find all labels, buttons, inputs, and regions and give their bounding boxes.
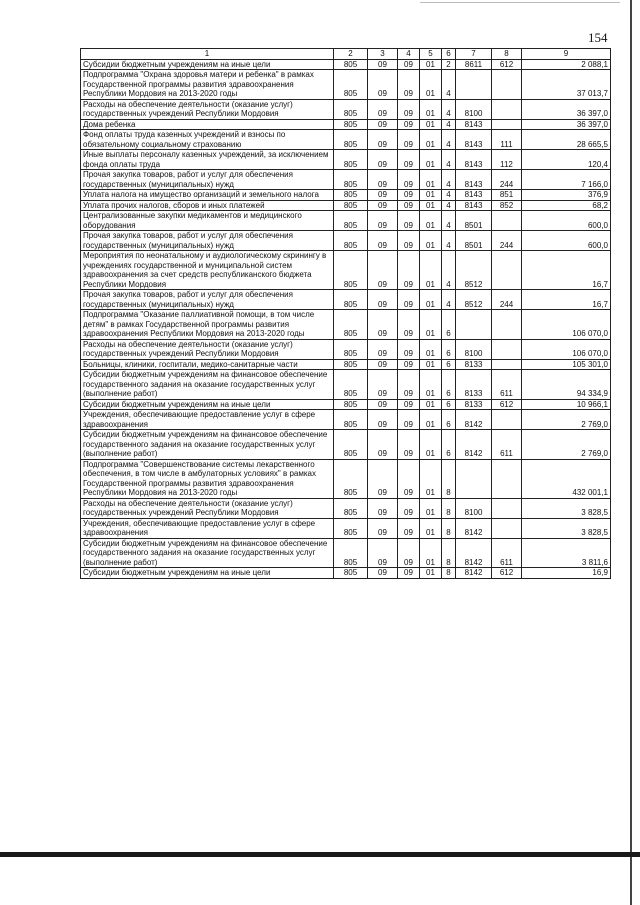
- table-row: [81, 70, 611, 100]
- row-code-4: 09: [398, 70, 420, 100]
- table-row: [81, 310, 611, 340]
- table-row: [81, 410, 611, 430]
- row-code-2: 805: [334, 99, 368, 119]
- row-code-8: [492, 498, 522, 518]
- row-code-4: 09: [398, 290, 420, 310]
- row-code-3: 09: [368, 290, 398, 310]
- row-code-6: 6: [442, 310, 456, 340]
- row-code-5: 01: [420, 99, 442, 119]
- col-header-2: 2: [334, 49, 368, 60]
- row-amount: 2 769,0: [522, 430, 611, 460]
- row-amount: 7 166,0: [522, 170, 611, 190]
- row-code-6: 4: [442, 130, 456, 150]
- table-row: [81, 568, 611, 579]
- header-row: [81, 49, 611, 60]
- row-code-3: 09: [368, 251, 398, 290]
- table-row: [81, 399, 611, 410]
- row-code-3: 09: [368, 190, 398, 201]
- budget-table: [80, 48, 611, 579]
- row-amount: 28 665,5: [522, 130, 611, 150]
- col-header-7: 7: [456, 49, 492, 60]
- row-code-5: 01: [420, 59, 442, 70]
- row-amount: 2 769,0: [522, 410, 611, 430]
- row-code-5: 01: [420, 498, 442, 518]
- row-code-5: 01: [420, 310, 442, 340]
- row-code-3: 09: [368, 459, 398, 498]
- row-code-2: 805: [334, 59, 368, 70]
- row-code-8: 851: [492, 190, 522, 201]
- row-code-5: 01: [420, 211, 442, 231]
- table-row: [81, 150, 611, 170]
- row-description: Расходы на обеспечение деятельности (оказание услуг) государственных учреждений Республики Мордовия: [81, 99, 334, 119]
- table-row: [81, 119, 611, 130]
- table-row: [81, 339, 611, 359]
- table-row: [81, 231, 611, 251]
- table-row: [81, 290, 611, 310]
- row-code-2: 805: [334, 130, 368, 150]
- row-description: Учреждения, обеспечивающие предоставление услуг в сфере здравоохранения: [81, 410, 334, 430]
- row-code-8: [492, 70, 522, 100]
- row-description: Больницы, клиники, госпитали, медико-санитарные части: [81, 359, 334, 370]
- row-code-8: [492, 251, 522, 290]
- row-code-5: 01: [420, 170, 442, 190]
- row-code-5: 01: [420, 410, 442, 430]
- table-row: [81, 190, 611, 201]
- row-code-3: 09: [368, 130, 398, 150]
- row-code-2: 805: [334, 518, 368, 538]
- row-amount: 3 828,5: [522, 498, 611, 518]
- row-amount: 16,7: [522, 251, 611, 290]
- table-row: [81, 99, 611, 119]
- row-code-5: 01: [420, 459, 442, 498]
- col-header-9: 9: [522, 49, 611, 60]
- table-row: [81, 211, 611, 231]
- row-amount: 36 397,0: [522, 99, 611, 119]
- row-code-6: 4: [442, 150, 456, 170]
- row-code-5: 01: [420, 538, 442, 568]
- col-header-8: 8: [492, 49, 522, 60]
- row-description: Субсидии бюджетным учреждениям на финансовое обеспечение государственного задания на оказание государственных услуг (выполнение работ): [81, 538, 334, 568]
- row-amount: 16,7: [522, 290, 611, 310]
- row-code-7: 8611: [456, 59, 492, 70]
- row-code-3: 09: [368, 211, 398, 231]
- row-amount: 94 334,9: [522, 370, 611, 400]
- row-code-7: 8142: [456, 518, 492, 538]
- row-code-8: 112: [492, 150, 522, 170]
- row-code-6: 4: [442, 70, 456, 100]
- row-code-2: 805: [334, 310, 368, 340]
- row-code-8: 244: [492, 231, 522, 251]
- row-code-4: 09: [398, 370, 420, 400]
- row-code-7: 8100: [456, 339, 492, 359]
- row-description: Централизованные закупки медикаментов и медицинского оборудования: [81, 211, 334, 231]
- row-description: Подпрограмма "Охрана здоровья матери и ребенка" в рамках Государственной программы развития здравоохранения Республики Мордовия на 2013-2020 годы: [81, 70, 334, 100]
- row-code-2: 805: [334, 459, 368, 498]
- row-amount: 16,9: [522, 568, 611, 579]
- row-code-8: 611: [492, 430, 522, 460]
- row-code-6: 8: [442, 538, 456, 568]
- row-description: Уплата налога на имущество организаций и земельного налога: [81, 190, 334, 201]
- row-code-8: [492, 459, 522, 498]
- row-code-8: 612: [492, 59, 522, 70]
- row-code-5: 01: [420, 231, 442, 251]
- col-header-6: 6: [442, 49, 456, 60]
- row-amount: 376,9: [522, 190, 611, 201]
- row-code-7: 8512: [456, 290, 492, 310]
- row-code-3: 09: [368, 370, 398, 400]
- row-code-2: 805: [334, 70, 368, 100]
- row-code-4: 09: [398, 430, 420, 460]
- row-code-2: 805: [334, 200, 368, 211]
- row-code-3: 09: [368, 310, 398, 340]
- row-amount: 600,0: [522, 231, 611, 251]
- table-row: [81, 518, 611, 538]
- row-code-5: 01: [420, 518, 442, 538]
- row-code-2: 805: [334, 498, 368, 518]
- row-description: Прочая закупка товаров, работ и услуг для обеспечения государственных (муниципальных) нужд: [81, 290, 334, 310]
- row-code-2: 805: [334, 399, 368, 410]
- row-code-2: 805: [334, 150, 368, 170]
- row-code-5: 01: [420, 251, 442, 290]
- row-code-7: 8133: [456, 359, 492, 370]
- row-code-6: 8: [442, 568, 456, 579]
- row-code-7: [456, 459, 492, 498]
- row-description: Расходы на обеспечение деятельности (оказание услуг) государственных учреждений Республики Мордовия: [81, 498, 334, 518]
- row-description: Расходы на обеспечение деятельности (оказание услуг) государственных учреждений Республики Мордовия: [81, 339, 334, 359]
- row-code-2: 805: [334, 410, 368, 430]
- row-code-8: [492, 339, 522, 359]
- row-code-6: 4: [442, 190, 456, 201]
- row-code-6: 8: [442, 518, 456, 538]
- table-row: [81, 359, 611, 370]
- row-code-6: 4: [442, 251, 456, 290]
- row-code-3: 09: [368, 170, 398, 190]
- row-code-6: 4: [442, 231, 456, 251]
- row-code-7: [456, 310, 492, 340]
- row-code-6: 6: [442, 399, 456, 410]
- row-code-4: 09: [398, 150, 420, 170]
- row-code-8: 612: [492, 568, 522, 579]
- row-code-8: [492, 211, 522, 231]
- row-code-4: 09: [398, 130, 420, 150]
- row-code-6: 8: [442, 459, 456, 498]
- col-header-5: 5: [420, 49, 442, 60]
- row-code-3: 09: [368, 231, 398, 251]
- row-description: Уплата прочих налогов, сборов и иных платежей: [81, 200, 334, 211]
- scan-bottom-edge: [0, 852, 640, 857]
- row-code-5: 01: [420, 200, 442, 211]
- row-code-4: 09: [398, 251, 420, 290]
- row-code-7: 8142: [456, 410, 492, 430]
- table-body: [81, 59, 611, 578]
- row-description: Субсидии бюджетным учреждениям на иные цели: [81, 399, 334, 410]
- table-row: [81, 59, 611, 70]
- row-code-4: 09: [398, 498, 420, 518]
- row-code-6: 6: [442, 370, 456, 400]
- row-amount: 2 088,1: [522, 59, 611, 70]
- row-amount: 10 966,1: [522, 399, 611, 410]
- row-amount: 432 001,1: [522, 459, 611, 498]
- row-code-5: 01: [420, 119, 442, 130]
- row-code-2: 805: [334, 339, 368, 359]
- row-code-4: 09: [398, 231, 420, 251]
- row-description: Субсидии бюджетным учреждениям на финансовое обеспечение государственного задания на оказание государственных услуг (выполнение работ): [81, 370, 334, 400]
- row-code-7: 8143: [456, 150, 492, 170]
- row-code-8: [492, 410, 522, 430]
- table-row: [81, 538, 611, 568]
- row-amount: 106 070,0: [522, 310, 611, 340]
- row-code-6: 6: [442, 410, 456, 430]
- row-code-2: 805: [334, 568, 368, 579]
- row-code-6: 4: [442, 200, 456, 211]
- row-code-3: 09: [368, 410, 398, 430]
- row-code-8: 611: [492, 370, 522, 400]
- table-row: [81, 251, 611, 290]
- row-code-7: 8133: [456, 370, 492, 400]
- row-code-4: 09: [398, 200, 420, 211]
- row-code-4: 09: [398, 568, 420, 579]
- row-description: Субсидии бюджетным учреждениям на иные цели: [81, 59, 334, 70]
- row-code-7: 8142: [456, 568, 492, 579]
- row-code-3: 09: [368, 359, 398, 370]
- row-amount: 120,4: [522, 150, 611, 170]
- row-code-5: 01: [420, 399, 442, 410]
- row-code-4: 09: [398, 211, 420, 231]
- table-row: [81, 370, 611, 400]
- row-code-2: 805: [334, 119, 368, 130]
- row-code-6: 6: [442, 339, 456, 359]
- row-code-7: 8143: [456, 170, 492, 190]
- row-code-2: 805: [334, 359, 368, 370]
- row-code-7: 8100: [456, 498, 492, 518]
- row-amount: 36 397,0: [522, 119, 611, 130]
- scan-top-mark: [420, 2, 620, 3]
- row-amount: 600,0: [522, 211, 611, 231]
- row-code-7: 8100: [456, 99, 492, 119]
- row-amount: 3 811,6: [522, 538, 611, 568]
- row-description: Подпрограмма "Оказание паллиативной помощи, в том числе детям" в рамках Государственной программы развития здравоохранения Республики Мордовия на 2013-2020 годы: [81, 310, 334, 340]
- row-code-2: 805: [334, 190, 368, 201]
- row-code-3: 09: [368, 70, 398, 100]
- row-code-6: 6: [442, 359, 456, 370]
- row-description: Подпрограмма "Совершенствование системы лекарственного обеспечения, в том числе в амбулаторных условиях" в рамках Государственной программы развития здравоохранения Республики Мордовия на 2013-2020 годы: [81, 459, 334, 498]
- row-code-2: 805: [334, 231, 368, 251]
- row-code-2: 805: [334, 251, 368, 290]
- table-row: [81, 498, 611, 518]
- col-header-1: 1: [81, 49, 334, 60]
- row-code-7: 8143: [456, 200, 492, 211]
- row-code-2: 805: [334, 370, 368, 400]
- row-code-3: 09: [368, 59, 398, 70]
- row-description: Прочая закупка товаров, работ и услуг для обеспечения государственных (муниципальных) нужд: [81, 231, 334, 251]
- page-number: 154: [588, 30, 608, 45]
- row-code-2: 805: [334, 211, 368, 231]
- row-code-3: 09: [368, 339, 398, 359]
- row-code-3: 09: [368, 399, 398, 410]
- row-code-4: 09: [398, 399, 420, 410]
- row-code-5: 01: [420, 150, 442, 170]
- row-code-6: 8: [442, 498, 456, 518]
- row-code-8: [492, 119, 522, 130]
- row-code-7: 8143: [456, 190, 492, 201]
- scan-right-edge: [630, 0, 632, 905]
- row-code-3: 09: [368, 119, 398, 130]
- row-code-5: 01: [420, 568, 442, 579]
- row-code-6: 4: [442, 99, 456, 119]
- row-description: Субсидии бюджетным учреждениям на иные цели: [81, 568, 334, 579]
- row-amount: 3 828,5: [522, 518, 611, 538]
- row-code-4: 09: [398, 99, 420, 119]
- row-code-4: 09: [398, 310, 420, 340]
- row-code-4: 09: [398, 190, 420, 201]
- row-code-8: [492, 359, 522, 370]
- row-code-2: 805: [334, 290, 368, 310]
- row-code-7: 8143: [456, 130, 492, 150]
- row-code-2: 805: [334, 170, 368, 190]
- row-description: Мероприятия по неонатальному и аудиологическому скринингу в учреждениях государственной и муниципальной систем здравоохранения за счет средств республиканского бюджета Республики Мордовия: [81, 251, 334, 290]
- table-row: [81, 170, 611, 190]
- row-code-8: [492, 518, 522, 538]
- row-code-4: 09: [398, 518, 420, 538]
- table-row: [81, 130, 611, 150]
- row-code-3: 09: [368, 568, 398, 579]
- row-code-3: 09: [368, 518, 398, 538]
- row-code-3: 09: [368, 200, 398, 211]
- row-description: Иные выплаты персоналу казенных учреждений, за исключением фонда оплаты труда: [81, 150, 334, 170]
- row-code-7: 8512: [456, 251, 492, 290]
- table-row: [81, 430, 611, 460]
- row-code-8: 244: [492, 170, 522, 190]
- row-description: Субсидии бюджетным учреждениям на финансовое обеспечение государственного задания на оказание государственных услуг (выполнение работ): [81, 430, 334, 460]
- col-header-3: 3: [368, 49, 398, 60]
- row-description: Учреждения, обеспечивающие предоставление услуг в сфере здравоохранения: [81, 518, 334, 538]
- row-code-7: [456, 70, 492, 100]
- row-code-6: 4: [442, 170, 456, 190]
- row-description: Дома ребенка: [81, 119, 334, 130]
- row-code-3: 09: [368, 150, 398, 170]
- row-code-6: 2: [442, 59, 456, 70]
- row-code-4: 09: [398, 459, 420, 498]
- row-code-6: 4: [442, 119, 456, 130]
- row-code-8: [492, 310, 522, 340]
- row-description: Прочая закупка товаров, работ и услуг для обеспечения государственных (муниципальных) нужд: [81, 170, 334, 190]
- row-code-6: 4: [442, 290, 456, 310]
- row-description: Фонд оплаты труда казенных учреждений и взносы по обязательному социальному страхованию: [81, 130, 334, 150]
- row-code-7: 8142: [456, 538, 492, 568]
- row-code-7: 8501: [456, 231, 492, 251]
- col-header-4: 4: [398, 49, 420, 60]
- row-code-3: 09: [368, 99, 398, 119]
- row-code-7: 8501: [456, 211, 492, 231]
- row-code-5: 01: [420, 430, 442, 460]
- row-code-5: 01: [420, 190, 442, 201]
- row-code-4: 09: [398, 359, 420, 370]
- row-code-3: 09: [368, 498, 398, 518]
- row-code-3: 09: [368, 538, 398, 568]
- row-code-5: 01: [420, 290, 442, 310]
- row-code-3: 09: [368, 430, 398, 460]
- table-row: [81, 459, 611, 498]
- row-code-5: 01: [420, 70, 442, 100]
- row-code-5: 01: [420, 370, 442, 400]
- row-code-4: 09: [398, 59, 420, 70]
- row-code-2: 805: [334, 538, 368, 568]
- row-code-8: 244: [492, 290, 522, 310]
- row-amount: 106 070,0: [522, 339, 611, 359]
- row-code-7: 8143: [456, 119, 492, 130]
- row-code-4: 09: [398, 410, 420, 430]
- row-code-8: 111: [492, 130, 522, 150]
- row-amount: 68,2: [522, 200, 611, 211]
- row-code-6: 6: [442, 430, 456, 460]
- row-code-5: 01: [420, 339, 442, 359]
- row-code-7: 8142: [456, 430, 492, 460]
- row-code-2: 805: [334, 430, 368, 460]
- row-amount: 37 013,7: [522, 70, 611, 100]
- row-code-4: 09: [398, 170, 420, 190]
- row-code-7: 8133: [456, 399, 492, 410]
- row-code-8: 612: [492, 399, 522, 410]
- row-code-8: 611: [492, 538, 522, 568]
- table-row: [81, 200, 611, 211]
- row-amount: 105 301,0: [522, 359, 611, 370]
- row-code-5: 01: [420, 359, 442, 370]
- row-code-8: 852: [492, 200, 522, 211]
- row-code-8: [492, 99, 522, 119]
- row-code-4: 09: [398, 538, 420, 568]
- row-code-4: 09: [398, 119, 420, 130]
- row-code-6: 4: [442, 211, 456, 231]
- row-code-4: 09: [398, 339, 420, 359]
- row-code-5: 01: [420, 130, 442, 150]
